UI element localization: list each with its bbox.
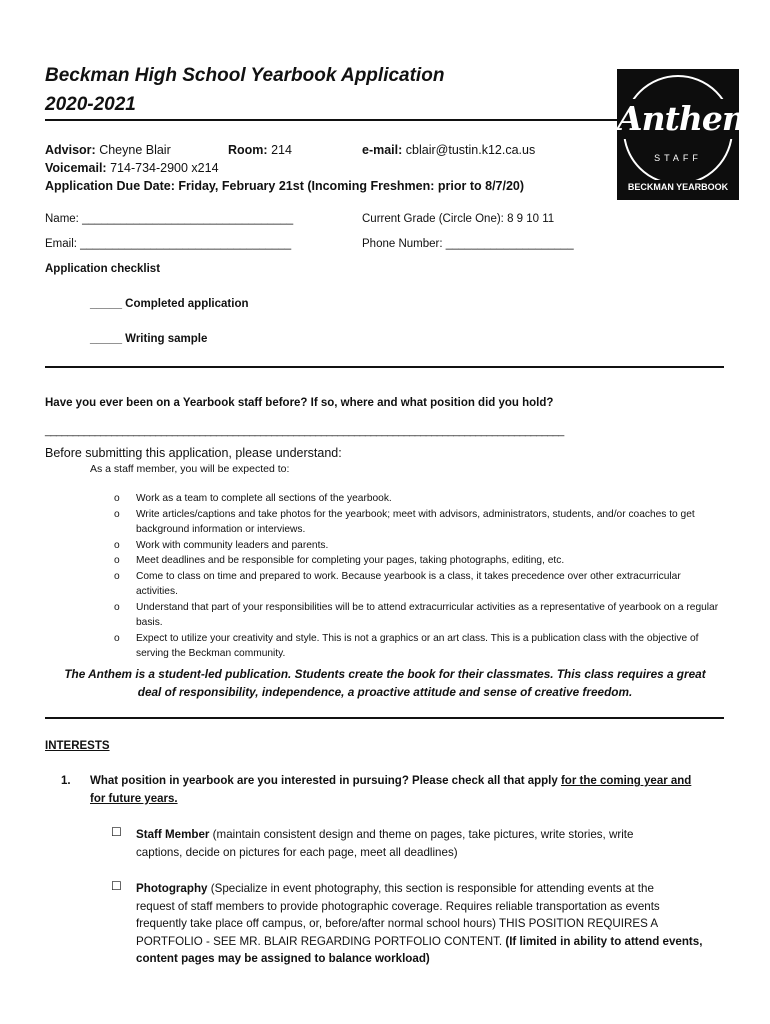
expectations-list [110, 491, 720, 662]
advisor-value: Cheyne Blair [99, 143, 171, 157]
logo-subtitle: BECKMAN YEARBOOK [617, 180, 739, 194]
section-divider [45, 366, 724, 368]
understand-intro: Before submitting this application, please understand: [45, 446, 342, 460]
advisor-label: Advisor: [45, 143, 96, 157]
voicemail-line [45, 161, 219, 175]
staff-member-title: Staff Member [136, 828, 210, 841]
list-item: o Understand that part of your responsibilities will be to attend extracurricular activities as a representative of yearbook on a regular basis. [114, 601, 719, 628]
logo-staff-text: STAFF [654, 153, 702, 163]
grade-field[interactable]: Current Grade (Circle One): 8 9 10 11 [362, 213, 555, 225]
checklist-heading: Application checklist [45, 263, 161, 275]
page-title: Beckman High School Yearbook Application [45, 65, 445, 86]
interests-divider [45, 717, 724, 719]
photography-title: Photography [136, 882, 208, 895]
list-item: o Write articles/captions and take photos for the yearbook; meet with advisors, administrators, students, and/or coaches to get background information or interviews. [114, 508, 695, 535]
checklist-item-application[interactable]: _____ Completed application [90, 298, 249, 310]
room-line [228, 143, 292, 157]
list-item: o Work with community leaders and parents. [114, 539, 329, 551]
photography-option: Photography (Specialize in event photography, this section is responsible for attending events at the request of staff members to provide photographic coverage. Requires reliable transportation as events frequently take place off campus, or, before/after normal school hours) THIS POSITION REQUIRES A PORTFOLIO - SEE MR. BLAIR REGARDING PORTFOLIO CONTENT. (If limited in ability to attend events, content pages may be assigned to balance workload) [136, 882, 703, 965]
position-question: What position in yearbook are you interested in pursuing? Please check all that apply for the coming year and [90, 775, 692, 787]
phone-field[interactable]: Phone Number: ____________________ [362, 238, 574, 250]
advisor-line [45, 143, 171, 157]
list-item: o Meet deadlines and be responsible for completing your pages, taking photographs, editing, etc. [114, 555, 565, 566]
email-label: e-mail: [362, 143, 403, 157]
list-item: o Expect to utilize your creativity and style. This is not a graphics or an art class. This is a publication class with the objective of serving the Beckman community. [114, 632, 699, 659]
school-year: 2020-2021 [45, 94, 136, 115]
position-question-cont: for future years. [90, 793, 178, 805]
question-number: 1. [61, 775, 71, 787]
list-item: o Come to class on time and prepared to work. Because yearbook is a class, it takes precedence over other extracurricular activities. [114, 570, 681, 597]
email-value: cblair@tustin.k12.ca.us [405, 143, 536, 157]
photography-checkbox[interactable]: ☐ [111, 879, 122, 893]
room-value: 214 [271, 143, 292, 157]
due-date: Application Due Date: Friday, February 21st (Incoming Freshmen: prior to 8/7/20) [45, 179, 525, 193]
anthem-statement-line1: The Anthem is a student-led publication. Students create the book for their classmates. This class requires a great [64, 667, 706, 681]
name-field[interactable]: Name: _________________________________ [45, 213, 294, 225]
staff-member-checkbox[interactable]: ☐ [111, 825, 122, 839]
checklist-item-writing[interactable]: _____ Writing sample [90, 333, 208, 345]
expectations-intro: As a staff member, you will be expected to: [90, 463, 290, 475]
email-field[interactable]: Email: _________________________________ [45, 238, 292, 250]
staff-member-option: Staff Member (maintain consistent design and theme on pages, take pictures, write stories, write captions, decide on pictures for each page, meet all deadlines) [136, 828, 634, 859]
prior-staff-question: Have you ever been on a Yearbook staff before? If so, where and what position did you hold? [45, 397, 554, 409]
room-label: Room: [228, 143, 268, 157]
list-item: o Work as a team to complete all sections of the yearbook. [114, 493, 392, 504]
voicemail-label: Voicemail: [45, 161, 107, 175]
email-line [362, 143, 535, 157]
anthem-statement-line2: deal of responsibility, independence, a proactive attitude and sense of creative freedom. [137, 685, 633, 699]
voicemail-value: 714-734-2900 x214 [110, 161, 219, 175]
anthem-logo [617, 69, 756, 200]
answer-line[interactable]: ______________________________________________________________________________________________ [45, 425, 564, 437]
logo-wordmark: Anthem [617, 99, 756, 138]
interests-heading: INTERESTS [45, 740, 110, 752]
header-divider [45, 119, 617, 121]
